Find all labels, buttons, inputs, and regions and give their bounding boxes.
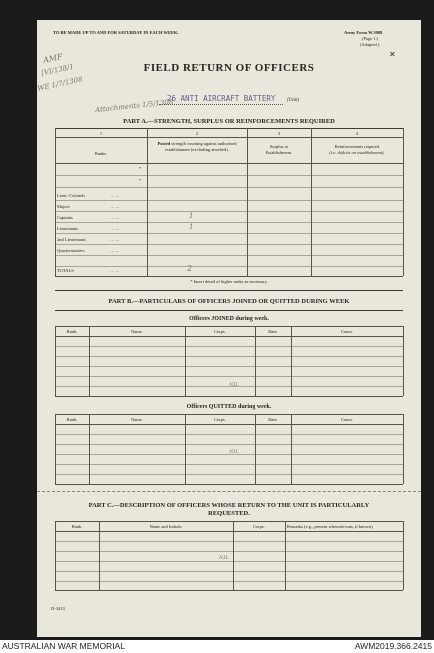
caption-left: AUSTRALIAN WAR MEMORIAL [2,641,125,651]
rank-quartermasters: Quartermasters [57,248,85,253]
header-reinforcements [315,144,399,156]
part-a-bottom-rule [55,276,403,277]
part-a-vline [403,128,404,276]
rank-dots: ... ... [111,215,119,220]
joined-vline [255,326,256,396]
row-rule [55,386,403,387]
quitted-vline [255,414,256,484]
rank-lieut-colonels: Lieut.-Colonels [57,193,86,198]
header-surplus: Surplus to Establishment. [265,144,293,155]
header-posted-rest: strength counting against authorised establishment (excluding attached). [165,141,237,152]
joined-vline [89,326,90,396]
part-b-top-rule [55,290,403,291]
rank-dots: ... ... [111,226,119,231]
row-rule [55,222,403,223]
star-mark-2: * [139,178,142,183]
row-rule [55,255,403,256]
joined-bottom-rule [55,396,403,397]
row-rule [55,175,403,176]
part-a-vline [55,128,56,276]
part-c-col-remarks: Remarks (e.g., present whereab-outs, if known) [287,524,373,529]
rank-dots: ... ... [111,193,119,198]
part-c-col-name: Name and Initials. [149,524,183,529]
header-posted [151,141,243,153]
handwriting-line-2: [VI/138/1 [40,62,75,78]
part-a-footnote: * Insert detail of higher ranks as necessary. [190,279,268,284]
corner-mark: ✕ [389,50,396,59]
row-rule [55,474,403,475]
row-rule [55,464,403,465]
joined-header-rule [55,336,403,337]
part-c-vline [55,521,56,590]
attachments-handwriting: Attachments 1/5/1308 [94,97,174,115]
top-note: TO BE MADE UP TO AND FOR SATURDAY IN EACH WEEK. [53,30,179,35]
row-rule [55,211,403,212]
unit-value: 26 ANTI AIRCRAFT BATTERY [167,94,276,103]
joined-col-corps: Corps. [214,329,226,334]
part-c-vline [403,521,404,590]
unit-label: (Unit) [287,98,300,103]
rank-captains: Captains [57,215,73,220]
row-rule [55,187,403,188]
part-c-vline [99,521,100,590]
row-rule [55,551,403,552]
handwriting-line-1: AMF [42,52,64,65]
part-c-vline [233,521,234,590]
part-a-vline [147,128,148,276]
header-reinforcements-note: (i.e. deficits on establishment). [329,150,385,155]
quitted-vline [55,414,56,484]
row-rule [55,356,403,357]
joined-vline [403,326,404,396]
part-c-top-rule [55,521,403,522]
row-rule [55,376,403,377]
part-c-title-line1: PART C.—DESCRIPTION OF OFFICERS WHOSE RETURN TO THE UNIT IS PARTICULARLY [88,502,370,509]
part-a-number-rule [55,137,403,138]
quitted-header-rule [55,424,403,425]
unit-underline [159,104,283,105]
part-c-nil: NIL [219,555,229,561]
joined-col-date: Date. [268,329,278,334]
star-mark-1: * [139,166,142,171]
joined-vline [185,326,186,396]
part-c-header-rule [55,531,403,532]
col-number-1: 1 [99,131,103,136]
form-id: Army Form W.3008 [344,30,383,35]
quitted-vline [291,414,292,484]
form-sheet [37,20,421,637]
quitted-vline [185,414,186,484]
row-rule [55,561,403,562]
form-title: FIELD RETURN OF OFFICERS [143,62,315,74]
rank-dots: ... ... [111,204,119,209]
part-a-top-rule [55,128,403,129]
handwriting-line-3: WE 1/7/1308 [36,75,84,93]
header-ranks: Ranks. [94,151,108,156]
joined-col-rank: Rank. [66,329,78,334]
part-a-header-rule [55,163,403,164]
posted-lieutenants: 1 [189,223,194,231]
row-rule [55,266,403,267]
part-a-title: PART A.—STRENGTH, SURPLUS OR REINFORCEMENTS REQUIRED [123,118,335,125]
row-rule [55,541,403,542]
col-number-2: 2 [195,131,199,136]
row-rule [55,366,403,367]
quitted-nil: NIL [229,449,239,455]
row-rule [55,581,403,582]
totals-dots: ... ... [111,268,119,273]
page-number: (Page 1.) [362,36,379,41]
quitted-col-name: Name. [131,417,143,422]
posted-captains: 1 [189,212,194,220]
rank-dots: ... ... [111,237,119,242]
part-b-title: PART B.—PARTICULARS OF OFFICERS JOINED OR QUITTED DURING WEEK [108,298,350,305]
joined-vline [55,326,56,396]
row-rule [55,454,403,455]
part-b-title-rule [55,310,403,311]
row-rule [55,244,403,245]
caption-right: AWM2019.366.2415 [354,641,432,651]
header-posted-bold: Posted [157,141,171,146]
part-c-title-line2: REQUESTED. [208,510,250,517]
row-rule [55,346,403,347]
joined-title: Officers JOINED during week. [189,316,269,322]
row-rule [55,233,403,234]
part-c-vline [285,521,286,590]
quitted-top-rule [55,414,403,415]
quitted-col-cause: Cause. [340,417,354,422]
totals-value: 2 [187,264,193,273]
joined-nil: NIL [229,382,239,388]
col-number-4: 4 [355,131,359,136]
row-rule [55,571,403,572]
quitted-col-corps: Corps. [214,417,226,422]
joined-col-name: Name. [131,329,143,334]
quitted-bottom-rule [55,484,403,485]
adapted-note: (Adapted.) [360,42,380,47]
quitted-col-rank: Rank. [66,417,78,422]
col-number-3: 3 [277,131,281,136]
form-code: D-3433 [51,606,65,611]
part-c-col-corps: Corps. [253,524,265,529]
header-reinforcements-main: Reinforcements required [334,144,380,149]
rank-lieutenants: Lieutenants [57,226,78,231]
part-a-vline [247,128,248,276]
quitted-vline [403,414,404,484]
totals-label: TOTALS [57,268,74,273]
joined-col-cause: Cause. [340,329,354,334]
joined-vline [291,326,292,396]
rank-2nd-lieutenants: 2nd Lieutenants [57,237,86,242]
row-rule [55,434,403,435]
rank-majors: Majors [57,204,70,209]
rank-dots: ... ... [111,248,119,253]
part-c-bottom-rule [55,590,403,591]
joined-top-rule [55,326,403,327]
part-a-vline [311,128,312,276]
fold-line [37,491,421,492]
caption-bar [0,641,434,653]
part-c-title [37,502,421,518]
quitted-vline [89,414,90,484]
row-rule [55,444,403,445]
part-c-col-rank: Rank. [71,524,83,529]
row-rule [55,200,403,201]
quitted-col-date: Date. [268,417,278,422]
quitted-title: Officers QUITTED during week. [186,404,272,410]
